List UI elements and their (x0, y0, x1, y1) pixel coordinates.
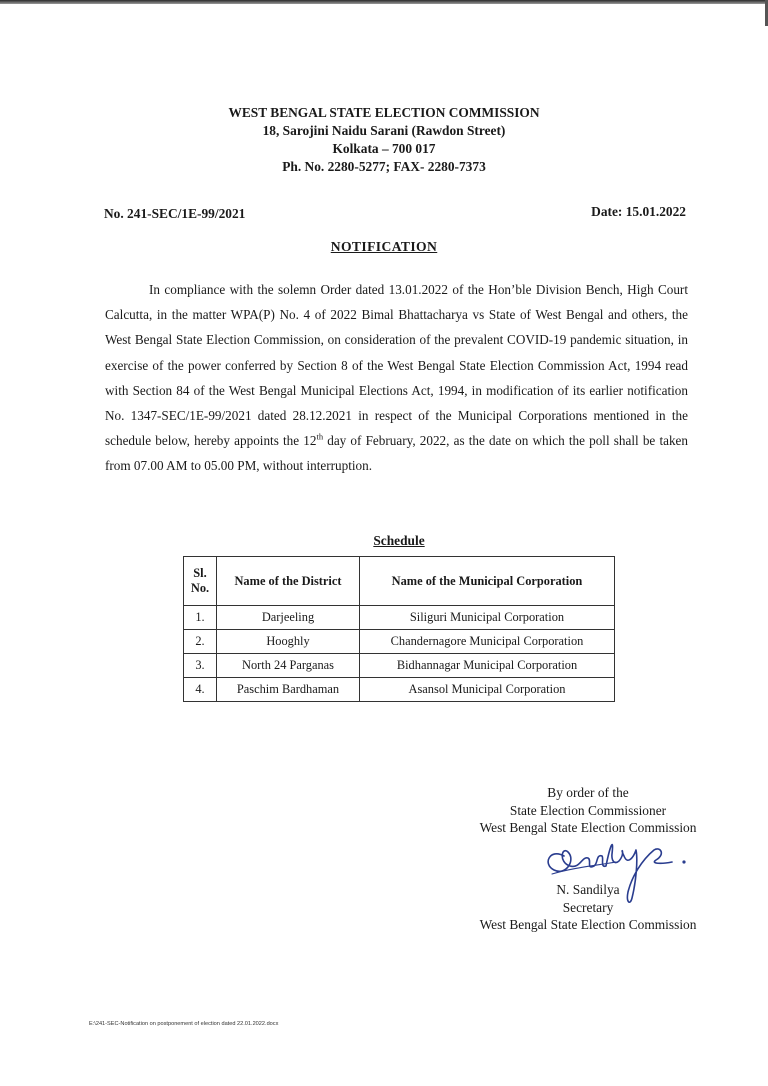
address-line-1: 18, Sarojini Naidu Sarani (Rawdon Street) (262, 123, 506, 138)
header-corporation: Name of the Municipal Corporation (360, 557, 615, 606)
address-line-2: Kolkata – 700 017 (332, 141, 436, 156)
reference-number: No. 241-SEC/1E-99/2021 (104, 206, 246, 221)
body-superscript: th (316, 431, 324, 442)
header-sl-no: Sl. No. (184, 557, 217, 606)
notification-body (105, 277, 688, 479)
signatory-org: West Bengal State Election Commission (479, 917, 697, 932)
schedule-title: Schedule (373, 533, 425, 548)
phone-fax: Ph. No. 2280-5277; FAX- 2280-7373 (282, 159, 486, 174)
table-row (184, 630, 615, 654)
cell-sl-no: 4. (184, 678, 217, 702)
table-row (184, 606, 615, 630)
notification-title-wrap (0, 238, 768, 256)
cell-district: Darjeeling (217, 606, 360, 630)
cell-corporation: Chandernagore Municipal Corporation (360, 630, 615, 654)
table-row (184, 654, 615, 678)
cell-sl-no: 3. (184, 654, 217, 678)
scan-edge (0, 0, 768, 4)
cell-district: North 24 Parganas (217, 654, 360, 678)
signatory-name: N. Sandilya (556, 882, 620, 897)
table-row (184, 678, 615, 702)
order-line-3: West Bengal State Election Commission (479, 820, 697, 835)
cell-corporation: Siliguri Municipal Corporation (360, 606, 615, 630)
schedule-header-row (184, 557, 615, 606)
cell-district: Paschim Bardhaman (217, 678, 360, 702)
cell-corporation: Asansol Municipal Corporation (360, 678, 615, 702)
cell-district: Hooghly (217, 630, 360, 654)
schedule-table (183, 556, 615, 702)
cell-sl-no: 1. (184, 606, 217, 630)
header-district: Name of the District (217, 557, 360, 606)
schedule-title-wrap (0, 532, 768, 550)
cell-corporation: Bidhannagar Municipal Corporation (360, 654, 615, 678)
body-part-1: In compliance with the solemn Order dated 13.01.2022 of the Hon’ble Division Bench, High Court Calcutta, in the matter WPA(P) No. 4 of 2022 Bimal Bhattacharya vs State of West Bengal and others, the West Bengal State Election Commission, on consideration of the prevalent COVID-19 pandemic situation, in exercise of the power conferred by Section 8 of the West Bengal State Election Commission Act, 1994 read with Section 84 of the West Bengal Municipal Elections Act, 1994, in modification of its earlier notification No. 1347-SEC/1E-99/2021 dated 28.12.2021 in respect of the Municipal Corporations mentioned in the schedule below, hereby appoints the 12 (105, 282, 688, 449)
body-part-2: day of February, 2022, as the date on which the poll shall be taken from 07.00 AM to 05.00 PM, without interruption. (105, 433, 688, 474)
order-line-1: By order of the (547, 785, 629, 800)
notification-date: Date: 15.01.2022 (591, 204, 686, 219)
cell-sl-no: 2. (184, 630, 217, 654)
order-line-2: State Election Commissioner (509, 802, 667, 818)
signatory-block (420, 881, 756, 934)
org-name: WEST BENGAL STATE ELECTION COMMISSION (228, 105, 540, 120)
footer-file-path: E:\241-SEC-Notification on postponement of election dated 22.01.2022.docx (89, 1021, 279, 1027)
signatory-designation: Secretary (562, 899, 614, 915)
letterhead (0, 104, 768, 176)
notification-title: NOTIFICATION (330, 239, 438, 254)
